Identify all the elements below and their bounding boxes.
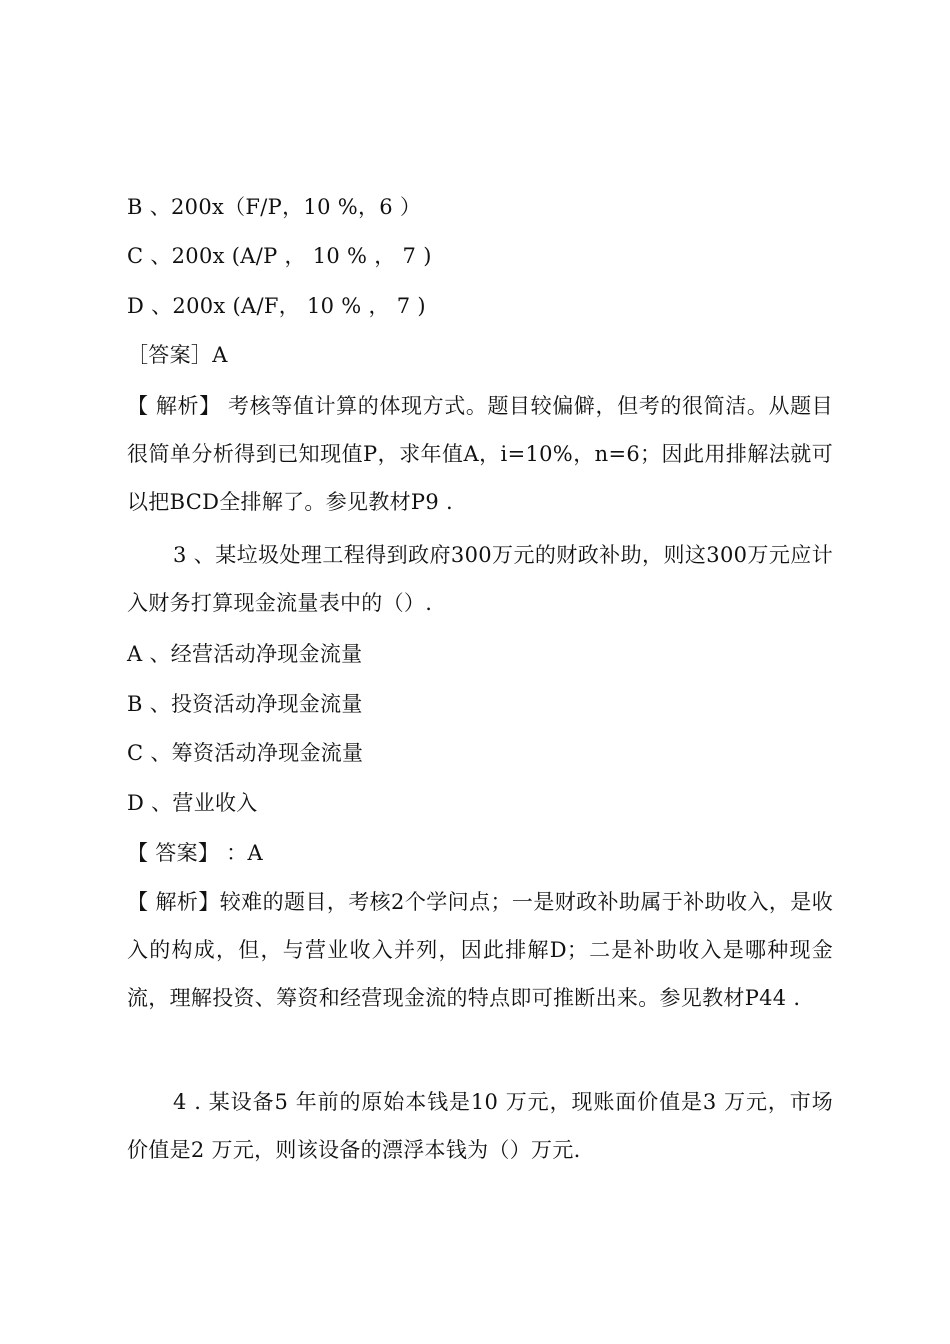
q4-stem: 4 . 某设备5 年前的原始本钱是10 万元，现账面价值是3 万元，市场价值是2 万元，则该设备的漂浮本钱为（）万元. bbox=[127, 1090, 833, 1162]
q3-option-d: D 、营业收入 bbox=[127, 791, 258, 815]
q2-option-c: C 、200x (A/P ， 10 % ， 7 ) bbox=[127, 244, 432, 268]
q3-option-a: A 、经营活动净现金流量 bbox=[127, 642, 363, 666]
q3-stem: 3 、某垃圾处理工程得到政府300万元的财政补助，则这300万元应计入财务打算现金流量表中的（）. bbox=[127, 543, 833, 615]
q2-option-b: B 、200x（F/P，10 %，6 ） bbox=[127, 195, 422, 219]
q2-answer: ［答案］A bbox=[127, 343, 228, 367]
q3-option-b: B 、投资活动净现金流量 bbox=[127, 692, 363, 716]
q2-option-d: D 、200x (A/F， 10 % ， 7 ) bbox=[127, 294, 426, 318]
q3-analysis: 【 解析】较难的题目，考核2个学问点；一是财政补助属于补助收入，是收入的构成，但，与营业收入并列，因此排解D；二是补助收入是哪种现金流，理解投资、筹资和经营现金流的特点即可推断出来。参见教材P44 . bbox=[127, 890, 833, 1010]
q3-answer: 【 答案】 ：A bbox=[127, 841, 263, 865]
q3-option-c: C 、筹资活动净现金流量 bbox=[127, 741, 364, 765]
q2-analysis: 【 解析】 考核等值计算的体现方式。题目较偏僻，但考的很简洁。从题目很简单分析得到已知现值P，求年值A，i=10%，n=6；因此用排解法就可以把BCD全排解了。参见教材P9 . bbox=[127, 394, 833, 514]
